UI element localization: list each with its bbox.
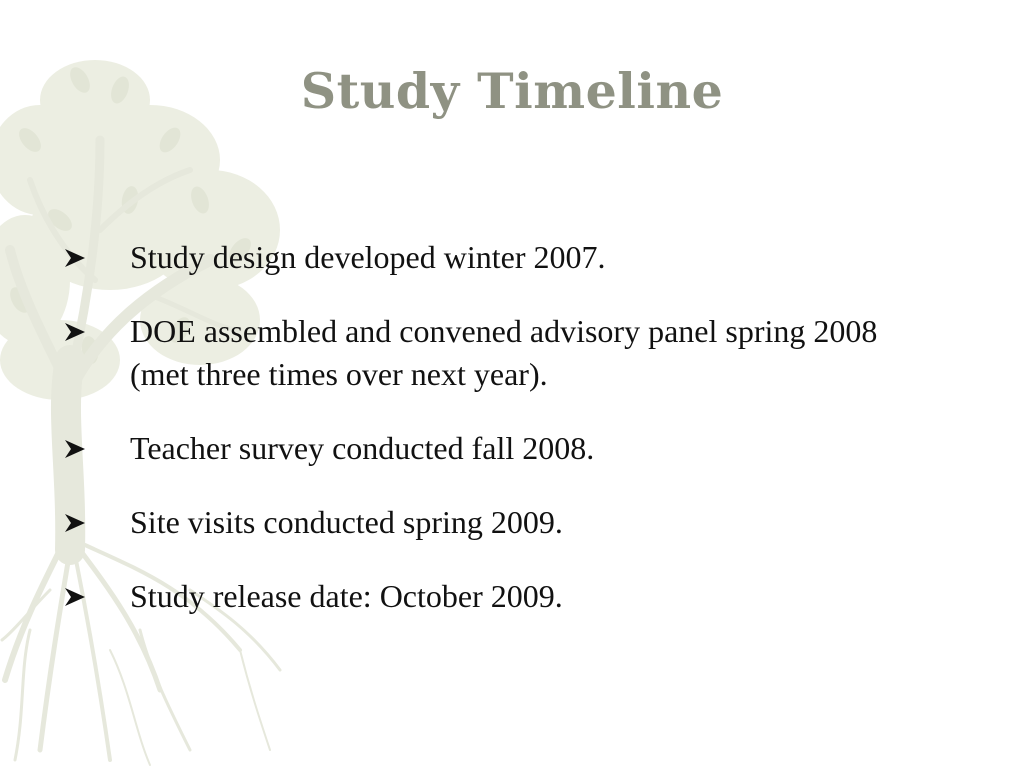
bullet-list (62, 236, 942, 649)
slide-title: Study Timeline (300, 62, 724, 120)
bullet-text: Teacher survey conducted fall 2008. (130, 430, 595, 466)
arrowhead-bullet-icon (64, 513, 86, 533)
arrowhead-bullet-icon (64, 587, 86, 607)
arrowhead-bullet-icon (64, 322, 86, 342)
arrowhead-bullet-icon (64, 248, 86, 268)
list-item (62, 501, 942, 544)
bullet-text: Site visits conducted spring 2009. (130, 504, 563, 540)
arrowhead-bullet-icon (64, 439, 86, 459)
bullet-text: Study release date: October 2009. (130, 578, 563, 614)
bullet-text: DOE assembled and convened advisory panel spring 2008 (met three times over next year). (130, 313, 878, 392)
bullet-text: Study design developed winter 2007. (130, 239, 606, 275)
list-item (62, 427, 942, 470)
list-item (62, 236, 942, 279)
list-item (62, 310, 942, 396)
list-item (62, 575, 942, 618)
